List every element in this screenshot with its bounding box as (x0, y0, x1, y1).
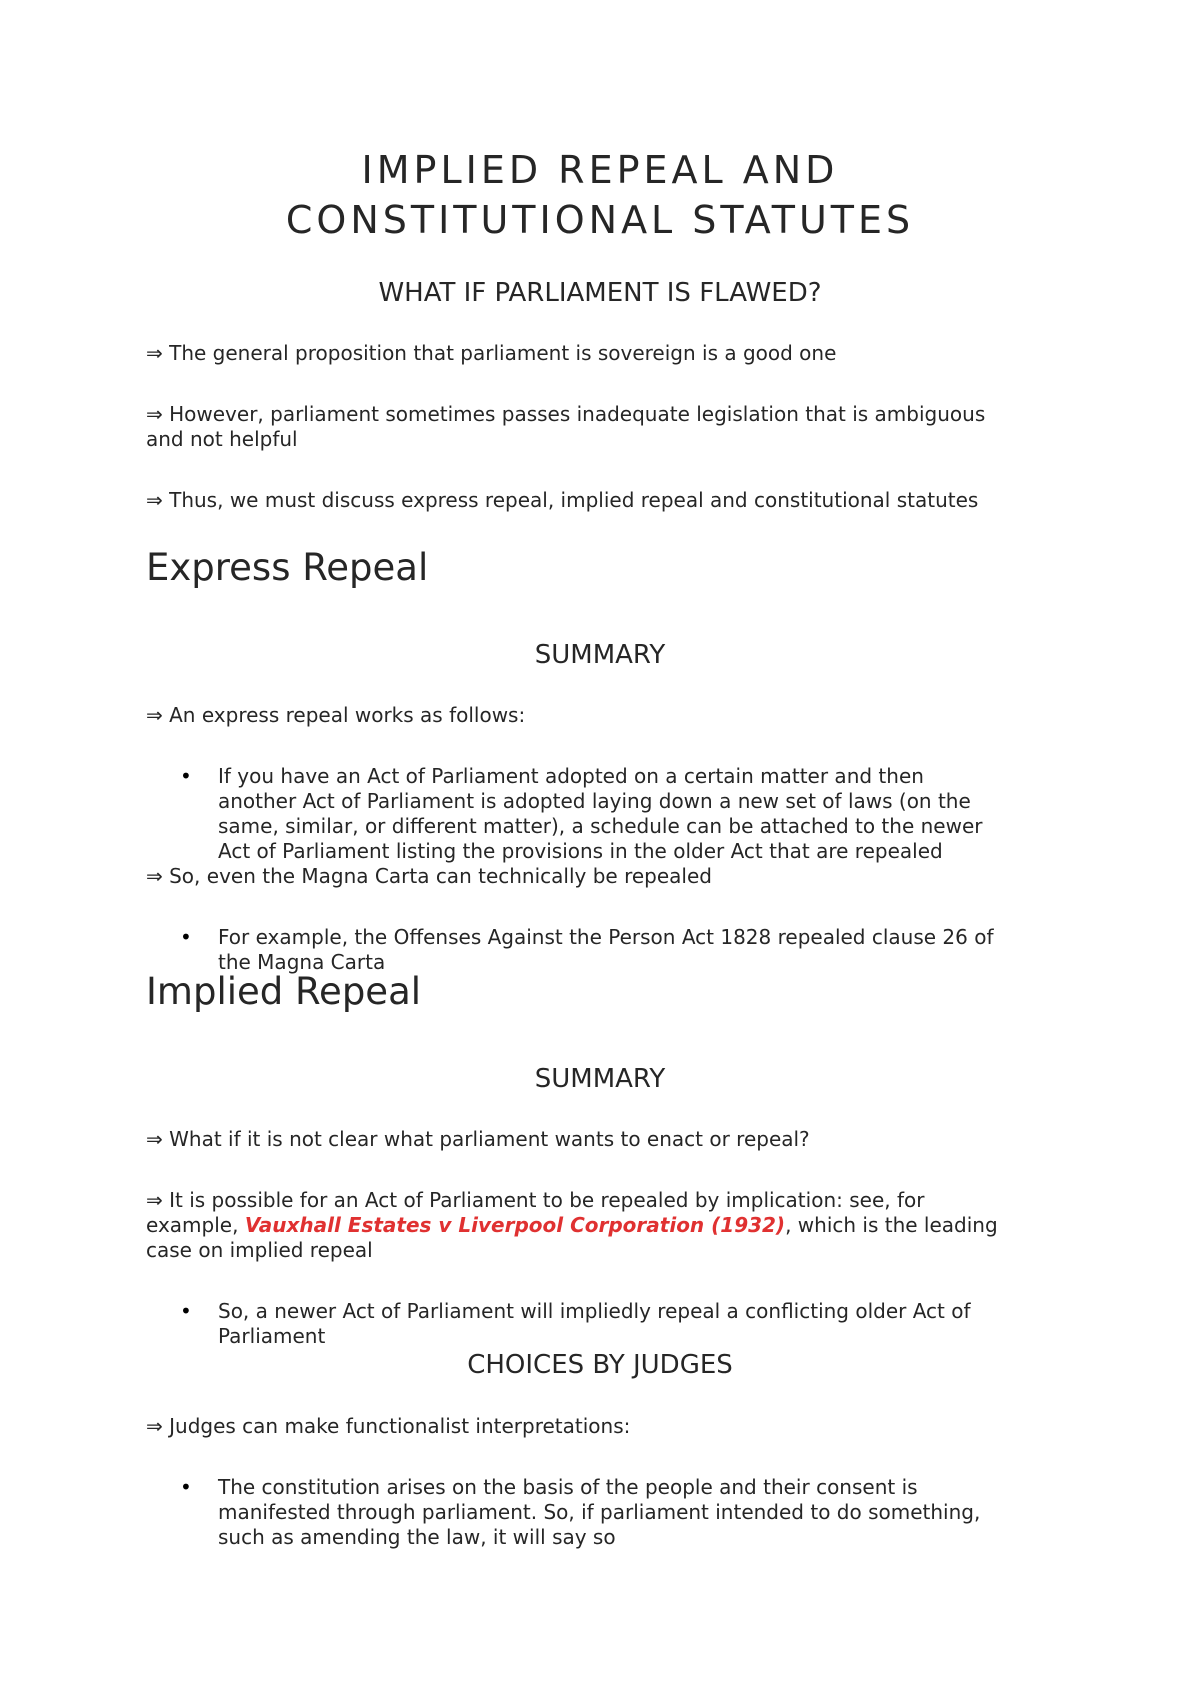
intro-paragraph-2-line-2: and not helpful (146, 427, 298, 451)
bullet-marker: • (180, 1299, 192, 1323)
express-bullet-1-line-2: another Act of Parliament is adopted laying down a new set of laws (on the (218, 789, 971, 813)
implied-bullet-1-line-1: So, a newer Act of Parliament will impliedly repeal a conflicting older Act of (218, 1299, 971, 1323)
express-bullet-2-line-1: For example, the Offenses Against the Person Act 1828 repealed clause 26 of (218, 925, 994, 949)
bullet-marker: • (180, 1475, 192, 1499)
implied-paragraph-2-line-1: ⇒ It is possible for an Act of Parliament to be repealed by implication: see, for (146, 1188, 925, 1212)
express-bullet-1-line-3: same, similar, or different matter), a schedule can be attached to the newer (218, 814, 983, 838)
judges-paragraph-1: ⇒ Judges can make functionalist interpretations: (146, 1414, 631, 1438)
express-paragraph-2: ⇒ So, even the Magna Carta can technically be repealed (146, 864, 712, 888)
implied-paragraph-2-line-3: case on implied repeal (146, 1238, 373, 1262)
implied-paragraph-2-line-2 (146, 1213, 998, 1238)
express-bullet-1-line-4: Act of Parliament listing the provisions in the older Act that are repealed (218, 839, 943, 863)
express-bullet-2-line-2: the Magna Carta (218, 950, 386, 974)
judges-bullet-1-line-3: such as amending the law, it will say so (218, 1525, 616, 1549)
express-summary-heading: SUMMARY (534, 640, 666, 670)
express-bullet-1-line-1: If you have an Act of Parliament adopted on a certain matter and then (218, 764, 924, 788)
case-reference-link[interactable]: Vauxhall Estates v Liverpool Corporation (1932) (244, 1213, 786, 1237)
implied-repeal-heading: Implied Repeal (146, 970, 422, 1013)
judges-bullet-1-line-1: The constitution arises on the basis of the people and their consent is (218, 1475, 918, 1499)
document-title-line-1: IMPLIED REPEAL AND (361, 148, 839, 192)
intro-paragraph-1: ⇒ The general proposition that parliament is sovereign is a good one (146, 341, 837, 365)
express-paragraph-1: ⇒ An express repeal works as follows: (146, 703, 526, 727)
express-repeal-heading: Express Repeal (146, 546, 429, 589)
bullet-marker: • (180, 925, 192, 949)
implied-paragraph-2-suffix: , which is the leading (785, 1213, 998, 1237)
judges-bullet-1-line-2: manifested through parliament. So, if parliament intended to do something, (218, 1500, 981, 1524)
implied-summary-heading: SUMMARY (534, 1064, 666, 1094)
intro-paragraph-2-line-1: ⇒ However, parliament sometimes passes inadequate legislation that is ambiguous (146, 402, 986, 426)
implied-bullet-1-line-2: Parliament (218, 1324, 326, 1348)
bullet-marker: • (180, 764, 192, 788)
judges-heading: CHOICES BY JUDGES (467, 1350, 733, 1380)
implied-paragraph-2-prefix: example, (146, 1213, 245, 1237)
intro-heading: WHAT IF PARLIAMENT IS FLAWED? (378, 278, 822, 308)
implied-paragraph-1: ⇒ What if it is not clear what parliament wants to enact or repeal? (146, 1127, 810, 1151)
document-title-line-2: CONSTITUTIONAL STATUTES (285, 198, 915, 242)
intro-paragraph-3: ⇒ Thus, we must discuss express repeal, implied repeal and constitutional statutes (146, 488, 979, 512)
